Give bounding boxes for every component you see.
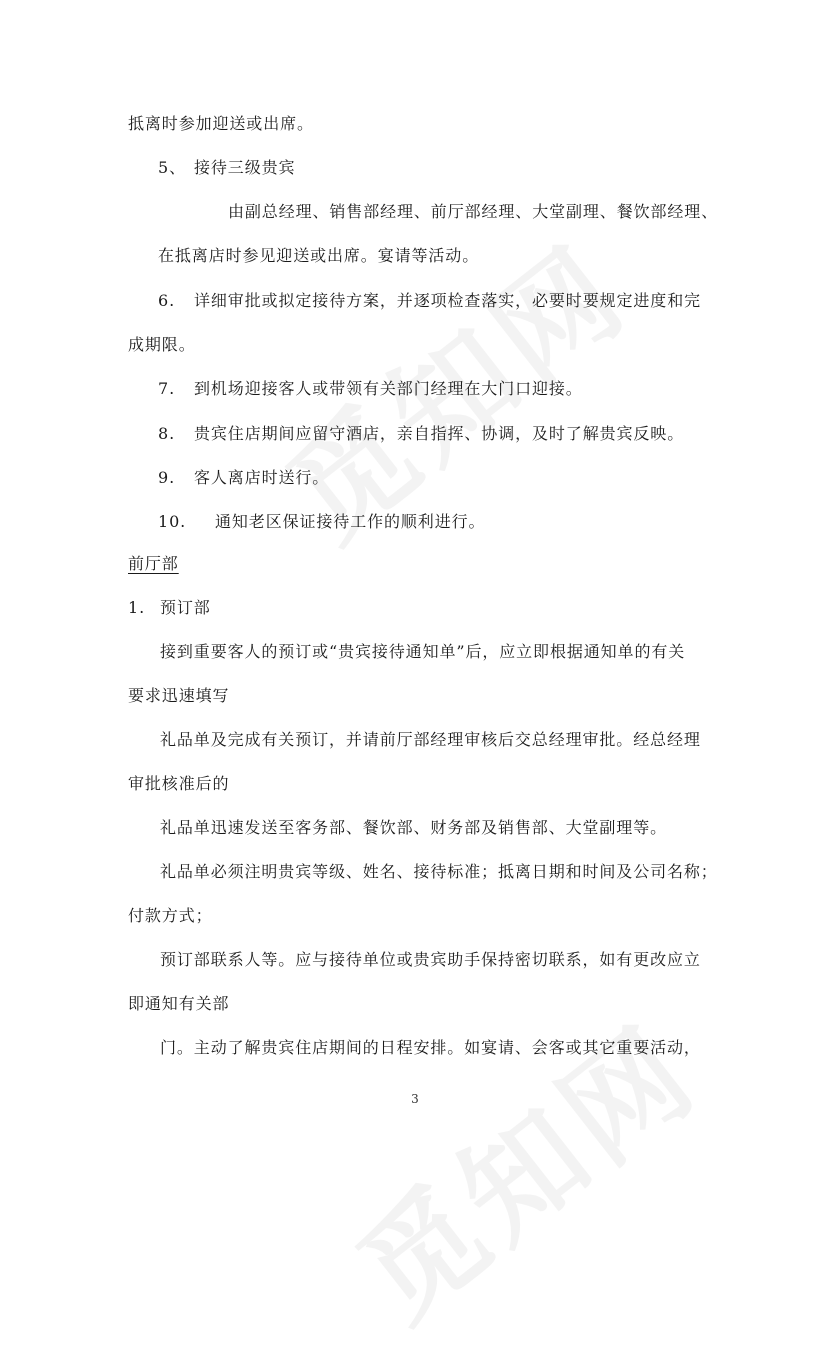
watermark (318, 980, 726, 1352)
list-text: 到机场迎接客人或带领有关部门经理在大门口迎接。 (194, 379, 583, 398)
paragraph-line: 抵离时参加迎送或出席。 (128, 114, 314, 133)
list-item-9 (158, 467, 329, 489)
list-item-1 (128, 597, 211, 619)
list-item-10 (158, 511, 485, 533)
paragraph-line: 要求迅速填写 (128, 686, 230, 705)
list-text: 接待三级贵宾 (194, 158, 296, 177)
list-text: 贵宾住店期间应留守酒店，亲自指挥、协调，及时了解贵宾反映。 (194, 424, 685, 443)
paragraph-line: 礼品单迅速发送至客务部、餐饮部、财务部及销售部、大堂副理等。 (160, 818, 668, 837)
list-number: 8. (158, 424, 176, 443)
list-number: 10. (158, 512, 187, 531)
paragraph-line: 预订部联系人等。应与接待单位或贵宾助手保持密切联系，如有更改应立 (160, 950, 701, 969)
paragraph-line: 审批核准后的 (128, 774, 230, 793)
list-number: 9. (158, 468, 176, 487)
list-item-6 (158, 290, 701, 312)
paragraph-line: 在抵离店时参见迎送或出席。宴请等活动。 (158, 246, 480, 265)
list-number: 1. (128, 598, 146, 617)
paragraph-line: 门。主动了解贵宾住店期间的日程安排。如宴请、会客或其它重要活动， (160, 1038, 701, 1057)
page-number: 3 (411, 1092, 419, 1106)
list-item-8 (158, 423, 684, 445)
paragraph-line: 接到重要客人的预订或“贵宾接待通知单”后，应立即根据通知单的有关 (160, 642, 686, 661)
list-item-5 (158, 157, 295, 179)
list-text: 客人离店时送行。 (194, 468, 330, 487)
list-number: 7. (158, 379, 176, 398)
list-item-7 (158, 378, 583, 400)
list-number: 6. (158, 291, 176, 310)
list-text: 详细审批或拟定接待方案，并逐项检查落实，必要时要规定进度和完 (194, 291, 702, 310)
paragraph-line: 礼品单及完成有关预订，并请前厅部经理审核后交总经理审批。经总经理 (160, 730, 701, 749)
paragraph-line: 由副总经理、销售部经理、前厅部经理、大堂副理、餐饮部经理、 (228, 202, 719, 221)
paragraph-line: 付款方式； (128, 906, 213, 925)
paragraph-line: 礼品单必须注明贵宾等级、姓名、接待标准；抵离日期和时间及公司名称； (160, 862, 718, 881)
list-number: 5、 (158, 158, 186, 177)
section-title: 前厅部 (128, 554, 179, 573)
list-text: 通知老区保证接待工作的顺利进行。 (215, 512, 486, 531)
paragraph-line: 成期限。 (128, 335, 196, 354)
list-text: 预订部 (160, 598, 211, 617)
paragraph-line: 即通知有关部 (128, 994, 230, 1013)
